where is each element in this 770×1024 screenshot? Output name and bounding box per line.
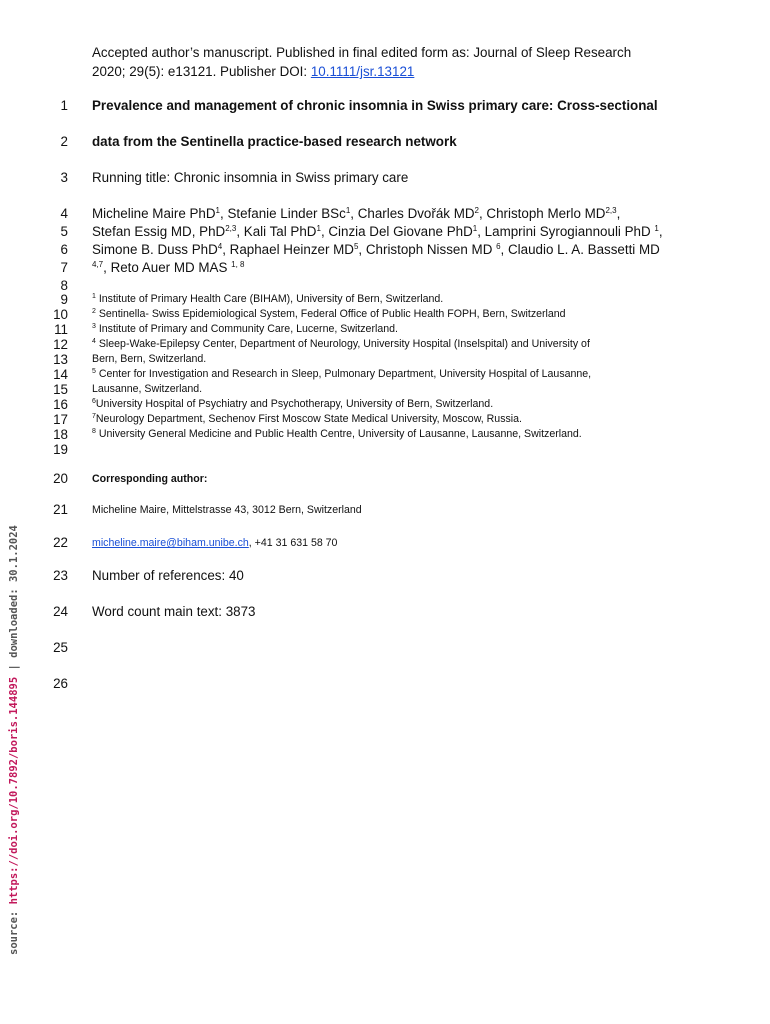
author-sup: 4,7 xyxy=(92,260,104,269)
word-count: Word count main text: 3873 xyxy=(92,604,256,619)
line-number: 17 xyxy=(53,412,68,427)
line-number: 9 xyxy=(60,292,68,307)
line-number: 23 xyxy=(53,568,68,583)
author-sup: 1 xyxy=(316,224,321,233)
affiliation-text: Sleep-Wake-Epilepsy Center, Department of Neurology, University Hospital (Inselspital) and University of xyxy=(95,338,590,350)
line-number: 4 xyxy=(60,206,68,221)
line-number: 10 xyxy=(53,307,68,322)
watermark-prefix: source: xyxy=(8,904,20,955)
author-sup: 1, 8 xyxy=(231,260,245,269)
author-name: , Claudio L. A. Bassetti MD xyxy=(500,242,660,257)
affiliation-text: University General Medicine and Public Health Centre, University of Lausanne, Lausanne, Switzerland. xyxy=(95,428,582,440)
author-name: , Lamprini Syrogiannouli PhD xyxy=(477,224,655,239)
author-name: , Raphael Heinzer MD xyxy=(222,242,354,257)
line-number: 14 xyxy=(53,367,68,382)
affiliation-4 xyxy=(92,337,590,352)
author-name: , Stefanie Linder BSc xyxy=(220,206,346,221)
affiliation-3 xyxy=(92,322,398,337)
affiliation-8 xyxy=(92,427,582,442)
header-text-2: 2020; 29(5): e13121. Publisher DOI: xyxy=(92,64,311,79)
line-number: 16 xyxy=(53,397,68,412)
line-number: 5 xyxy=(60,224,68,239)
line-number: 7 xyxy=(60,260,68,275)
affiliation-1 xyxy=(92,292,443,307)
line-number: 18 xyxy=(53,427,68,442)
line-number: 25 xyxy=(53,640,68,655)
line-number: 12 xyxy=(53,337,68,352)
line-number: 1 xyxy=(60,98,68,113)
author-name: , xyxy=(616,206,621,221)
watermark-url[interactable]: https://doi.org/10.7892/boris.144895 xyxy=(8,676,20,905)
affiliation-sup: 5 xyxy=(92,368,96,375)
corresponding-author-label: Corresponding author: xyxy=(92,473,208,485)
author-sup: 2 xyxy=(474,206,479,215)
author-sup: 1 xyxy=(215,206,220,215)
corresponding-author-contact xyxy=(92,536,337,551)
accepted-manuscript-note xyxy=(92,43,712,81)
affiliation-sup: 3 xyxy=(92,323,96,330)
running-title: Running title: Chronic insomnia in Swiss primary care xyxy=(92,170,409,185)
affiliation-2 xyxy=(92,307,566,322)
author-sup: 5 xyxy=(353,242,359,251)
line-number: 24 xyxy=(53,604,68,619)
author-name: , xyxy=(658,224,663,239)
affiliation-sup: 6 xyxy=(92,398,96,405)
affiliation-sup: 8 xyxy=(92,428,96,435)
authors-line-2 xyxy=(92,223,663,241)
author-sup: 1 xyxy=(345,206,351,215)
line-number: 2 xyxy=(60,134,68,149)
affiliation-sup: 1 xyxy=(92,293,96,300)
affiliation-text: Neurology Department, Sechenov First Moscow State Medical University, Moscow, Russia. xyxy=(95,413,522,425)
authors-line-1 xyxy=(92,205,620,223)
reference-count: Number of references: 40 xyxy=(92,568,244,583)
line-number: 11 xyxy=(54,322,68,337)
author-sup: 2,3 xyxy=(225,224,237,233)
line-number: 3 xyxy=(60,170,68,185)
paper-title-line-1: Prevalence and management of chronic insomnia in Swiss primary care: Cross-sectional xyxy=(92,98,658,113)
author-name: Simone B. Duss PhD xyxy=(92,242,218,257)
author-sup: 1 xyxy=(654,224,659,233)
header-text-1: Accepted author’s manuscript. Published in final edited form as: Journal of Sleep Research xyxy=(92,45,632,60)
author-name: Stefan Essig MD, PhD xyxy=(92,224,226,239)
author-name: , Kali Tal PhD xyxy=(236,224,317,239)
line-number: 8 xyxy=(60,278,68,293)
affiliation-6 xyxy=(92,397,493,412)
affiliation-5-continued: Lausanne, Switzerland. xyxy=(92,383,203,395)
affiliation-4-continued: Bern, Bern, Switzerland. xyxy=(92,353,207,365)
authors-line-4 xyxy=(92,259,244,277)
authors-line-3 xyxy=(92,241,660,259)
affiliation-text: Institute of Primary and Community Care, Lucerne, Switzerland. xyxy=(95,323,398,335)
paper-title-line-2: data from the Sentinella practice-based research network xyxy=(92,134,457,149)
email-link[interactable]: micheline.maire@biham.unibe.ch xyxy=(92,537,249,549)
doi-link[interactable]: 10.1111/jsr.13121 xyxy=(310,64,415,79)
corresponding-author-address: Micheline Maire, Mittelstrasse 43, 3012 Bern, Switzerland xyxy=(92,504,362,516)
author-sup: 2,3 xyxy=(605,206,617,215)
affiliation-text: Sentinella- Swiss Epidemiological System, Federal Office of Public Health FOPH, Bern, Switzerland xyxy=(95,308,566,320)
line-number: 19 xyxy=(53,442,68,457)
affiliation-sup: 4 xyxy=(92,338,96,345)
line-number: 6 xyxy=(60,242,68,257)
line-number: 13 xyxy=(53,352,68,367)
author-name: , Reto Auer MD MAS xyxy=(103,260,232,275)
affiliation-sup: 2 xyxy=(92,308,96,315)
line-number: 15 xyxy=(53,382,68,397)
author-sup: 6 xyxy=(496,242,501,251)
author-name: , Christoph Merlo MD xyxy=(478,206,606,221)
affiliation-7 xyxy=(92,412,522,427)
author-name: , Cinzia Del Giovane PhD xyxy=(320,224,473,239)
author-sup: 4 xyxy=(217,242,223,251)
line-number: 26 xyxy=(53,676,68,691)
affiliation-5 xyxy=(92,367,591,382)
source-watermark xyxy=(6,510,22,955)
phone-number: , +41 31 631 58 70 xyxy=(248,537,338,549)
line-number: 20 xyxy=(53,471,68,486)
author-name: , Charles Dvořák MD xyxy=(350,206,475,221)
affiliation-text: Center for Investigation and Research in Sleep, Pulmonary Department, University Hospital of Lausanne, xyxy=(95,368,592,380)
line-number: 22 xyxy=(53,535,68,550)
affiliation-text: University Hospital of Psychiatry and Psychotherapy, University of Bern, Switzerland. xyxy=(95,398,494,410)
author-name: Micheline Maire PhD xyxy=(92,206,216,221)
line-number: 21 xyxy=(53,502,68,517)
author-sup: 1 xyxy=(472,224,478,233)
affiliation-sup: 7 xyxy=(92,413,96,420)
affiliation-text: Institute of Primary Health Care (BIHAM), University of Bern, Switzerland. xyxy=(95,293,444,305)
author-name: , Christoph Nissen MD xyxy=(358,242,497,257)
watermark-suffix: | downloaded: 30.1.2024 xyxy=(8,525,20,677)
